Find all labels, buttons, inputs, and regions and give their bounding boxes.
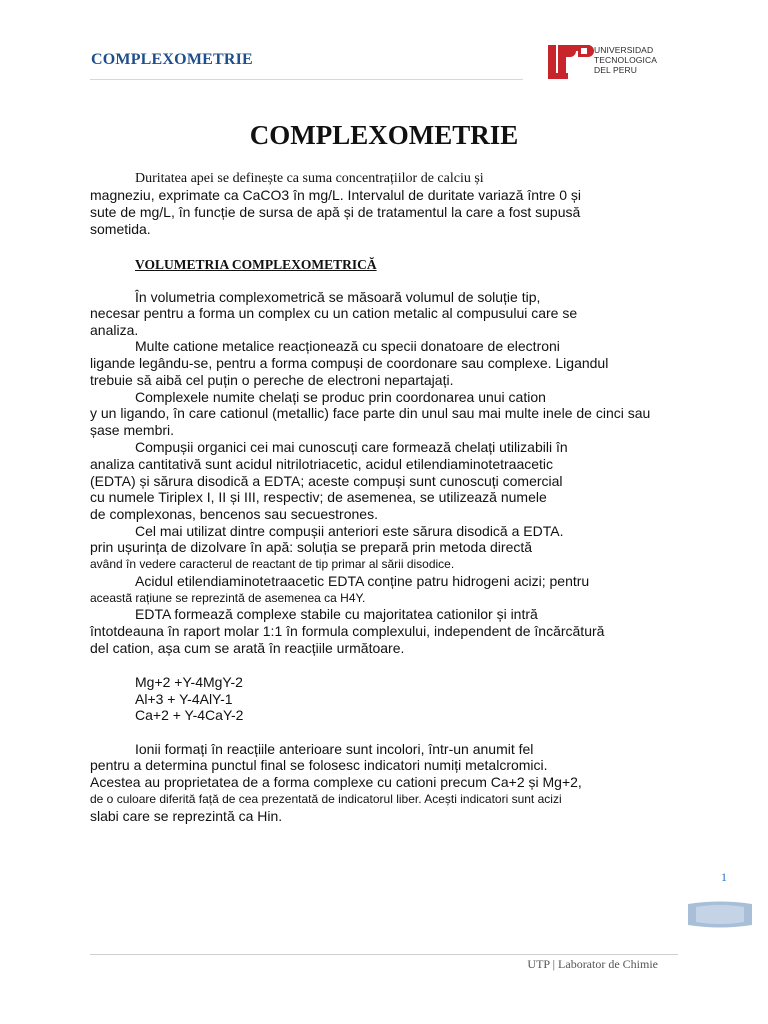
paragraph-line: necesar pentru a forma un complex cu un cation metalic al compusului care se xyxy=(90,305,578,321)
page-tab-decoration xyxy=(688,901,752,928)
paragraph-line: slabi care se reprezintă ca Hin. xyxy=(90,808,283,824)
paragraph-line: y un ligando, în care cationul (metallic) face parte din unul sau mai multe inele de cinci sau xyxy=(90,405,651,421)
paragraph-line: întotdeauna în raport molar 1:1 în formula complexului, independent de încărcătură xyxy=(90,623,605,639)
paragraph-line: EDTA formează complexe stabile cu majoritatea cationilor și intră xyxy=(135,606,538,622)
paragraph-line: prin ușurința de dizolvare în apă: soluția se prepară prin metoda directă xyxy=(90,539,533,555)
paragraph-line: de complexonas, bencenos sau secuestrones. xyxy=(90,506,378,522)
paragraph-line: de o culoare diferită față de cea prezentată de indicatorul liber. Acești indicatori sunt acizi xyxy=(90,792,562,806)
equation-line: Ca+2 + Y-4CaY-2 xyxy=(135,707,244,723)
header-title: COMPLEXOMETRIE xyxy=(91,51,253,68)
paragraph-line: Compușii organici cei mai cunoscuți care formează chelați utilizabili în xyxy=(135,439,568,455)
paragraph-line: ligande legându-se, pentru a forma compuși de coordonare sau complexe. Ligandul xyxy=(90,355,609,371)
logo-line-2: TECNOLOGICA xyxy=(594,55,657,65)
paragraph-line: sute de mg/L, în funcție de sursa de apă și de tratamentul la care a fost supusă xyxy=(90,204,581,220)
paragraph-line: cu numele Tiriplex I, II și III, respectiv; de asemenea, se utilizează numele xyxy=(90,489,547,505)
section-heading: VOLUMETRIA COMPLEXOMETRICĂ xyxy=(135,257,377,272)
paragraph-line: șase membri. xyxy=(90,422,175,438)
paragraph-line: (EDTA) și sărura disodică a EDTA; aceste compuși sunt cunoscuți comercial xyxy=(90,473,563,489)
paragraph-line: Ionii formați în reacțiile anterioare sunt incolori, într-un anumit fel xyxy=(135,741,534,757)
paragraph-line: aceastã rațiune se reprezintă de asemenea ca H4Y. xyxy=(90,591,366,605)
logo-text xyxy=(594,45,657,75)
paragraph-line: sometida. xyxy=(90,221,151,237)
document-title: COMPLEXOMETRIE xyxy=(249,120,519,150)
paragraph-line: Complexele numite chelați se produc prin coordonarea unui cation xyxy=(135,389,546,405)
paragraph-line: Cel mai utilizat dintre compușii anteriori este sărura disodică a EDTA. xyxy=(135,523,564,539)
equation-line: Mg+2 +Y-4MgY-2 xyxy=(135,674,243,690)
paragraph-line: Acidul etilendiaminotetraacetic EDTA conține patru hidrogeni acizi; pentru xyxy=(135,573,590,589)
paragraph-line: analiza cantitativă sunt acidul nitrilotriacetic, acidul etilendiaminotetraacetic xyxy=(90,456,554,472)
paragraph-line: având în vedere caracterul de reactant de tip primar al sării disodice. xyxy=(90,557,455,571)
paragraph-line: pentru a determina punctul final se folosesc indicatori numiți metalcromici. xyxy=(90,757,548,773)
paragraph-line: analiza. xyxy=(90,322,139,338)
paragraph-line: În volumetria complexometrică se măsoară volumul de soluție tip, xyxy=(135,289,541,305)
header-divider xyxy=(90,79,523,80)
paragraph-line: Multe catione metalice reacționează cu specii donatoare de electroni xyxy=(135,338,560,354)
paragraph-line: trebuie să aibă cel puțin o pereche de electroni nepartajați. xyxy=(90,372,454,388)
paragraph-line: magneziu, exprimate ca CaCO3 în mg/L. Intervalul de duritate variază între 0 și xyxy=(90,187,582,203)
equation-line: Al+3 + Y-4AlY-1 xyxy=(135,691,233,707)
footer-divider xyxy=(90,954,678,955)
page-number: 1 xyxy=(721,870,727,884)
paragraph-line: del cation, așa cum se arată în reacțiile următoare. xyxy=(90,640,405,656)
logo-line-3: DEL PERU xyxy=(594,65,637,75)
paragraph-line: Acestea au proprietatea de a forma complexe cu cationi precum Ca+2 și Mg+2, xyxy=(90,774,582,790)
footer-text: UTP | Laborator de Chimie xyxy=(527,957,658,971)
logo-line-1: UNIVERSIDAD xyxy=(594,45,654,55)
paragraph-line: Duritatea apei se definește ca suma concentrațiilor de calciu și xyxy=(135,171,484,186)
